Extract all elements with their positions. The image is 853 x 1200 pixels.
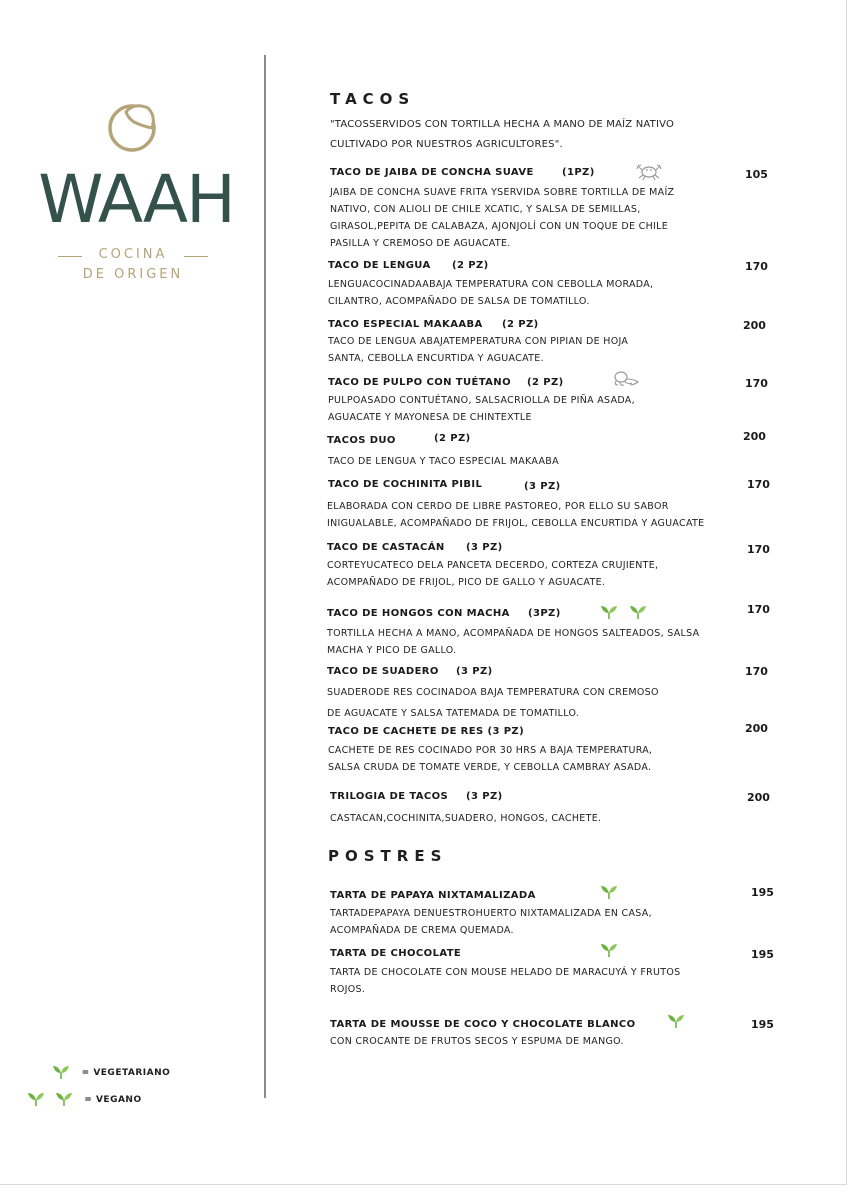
menu-item-name: TACO DE CACHETE DE RES (3 PZ) [328, 726, 525, 737]
desc-line: CILANTRO, ACOMPAÑADO DE SALSA DE TOMATILLO. [328, 296, 590, 307]
menu-item-desc [328, 276, 653, 310]
vegan-leaf-icon [27, 1091, 45, 1107]
menu-item-name: TACO DE HONGOS CON MACHA [327, 608, 510, 619]
menu-item-name: TACO DE JAIBA DE CONCHA SUAVE [330, 167, 534, 178]
menu-item-qty: (3 PZ) [524, 481, 561, 492]
menu-item-name: TACO DE PULPO CON TUÉTANO [328, 377, 511, 388]
menu-item-name: TACO DE CASTACÁN [327, 542, 445, 553]
menu-item-price: 200 [745, 722, 768, 735]
vegetarian-icon [600, 942, 618, 958]
desc-line: TACO DE LENGUA Y TACO ESPECIAL MAKAABA [328, 456, 559, 467]
menu-item-name: TARTA DE PAPAYA NIXTAMALIZADA [330, 890, 536, 901]
logo-subtitle-line1 [58, 247, 208, 267]
menu-item-name: TRILOGIA DE TACOS [330, 791, 449, 802]
tacos-note-line: CULTIVADO POR NUESTROS AGRICULTORES". [330, 139, 563, 150]
menu-item-qty: (2 PZ) [434, 433, 471, 444]
menu-item-desc [330, 810, 601, 827]
menu-item-price: 195 [751, 886, 774, 899]
menu-item-qty: (1PZ) [562, 167, 595, 178]
legend-vegetarian-label: = VEGETARIANO [81, 1067, 171, 1078]
menu-item-desc [328, 453, 559, 470]
legend-vegetarian [52, 1064, 170, 1080]
menu-item-name: TACO ESPECIAL MAKAABA [328, 319, 483, 330]
desc-line: CON CROCANTE DE FRUTOS SECOS Y ESPUMA DE MANGO. [330, 1036, 624, 1047]
desc-line: SALSA CRUDA DE TOMATE VERDE, Y CEBOLLA CAMBRAY ASADA. [328, 762, 652, 773]
menu-item-desc [327, 625, 699, 659]
desc-line: INIGUALABLE, ACOMPAÑADO DE FRIJOL, CEBOLLA ENCURTIDA Y AGUACATE [327, 518, 705, 529]
menu-item-desc [328, 742, 652, 776]
desc-line: TARTADEPAPAYA DENUESTROHUERTO NIXTAMALIZADA EN CASA, [330, 908, 652, 919]
desc-line: TARTA DE CHOCOLATE CON MOUSE HELADO DE MARACUYÁ Y FRUTOS [330, 967, 681, 978]
page-border-bottom [0, 1184, 847, 1185]
menu-item-price: 170 [745, 260, 768, 273]
logo-subtitle-line2: DE ORIGEN [82, 267, 184, 282]
vegan-leaf-icon [55, 1091, 73, 1107]
logo-subtitle-text-1: COCINA [98, 247, 168, 262]
menu-item-price: 200 [743, 319, 766, 332]
menu-item-qty: (3PZ) [528, 608, 561, 619]
menu-item-desc [327, 557, 658, 591]
section-title-postres: POSTRES [328, 847, 448, 865]
desc-line: ROJOS. [330, 984, 366, 995]
menu-item-name: TACO DE SUADERO [327, 666, 439, 677]
vegetarian-icon [52, 1064, 70, 1080]
desc-line: CORTEYUCATECO DELA PANCETA DECERDO, CORTEZA CRUJIENTE, [327, 560, 659, 571]
menu-item-price: 170 [747, 478, 770, 491]
tacos-note [330, 115, 730, 155]
desc-line: PASILLA Y CREMOSO DE AGUACATE. [330, 238, 511, 249]
menu-item-qty: (3 PZ) [466, 542, 503, 553]
menu-item-desc [327, 498, 704, 532]
desc-line: CASTACAN,COCHINITA,SUADERO, HONGOS, CACHETE. [330, 813, 602, 824]
desc-line: DE AGUACATE Y SALSA TATEMADA DE TOMATILLO. [327, 708, 580, 719]
legend-vegan-label: = VEGANO [84, 1094, 142, 1105]
leaf-icon [629, 604, 647, 620]
menu-item-desc [330, 184, 674, 252]
menu-item-desc [328, 333, 628, 367]
desc-line: TORTILLA HECHA A MANO, ACOMPAÑADA DE HONGOS SALTEADOS, SALSA [327, 628, 700, 639]
menu-item-name: TARTA DE MOUSSE DE COCO Y CHOCOLATE BLANCO [330, 1019, 636, 1030]
menu-item-name: TACO DE COCHINITA PIBIL [328, 479, 483, 490]
desc-line: PULPOASADO CONTUÉTANO, SALSACRIOLLA DE PIÑA ASADA, [328, 395, 635, 406]
menu-item-qty: (2 PZ) [452, 260, 489, 271]
menu-item-price: 170 [745, 377, 768, 390]
page-border-right [846, 0, 847, 1185]
legend-vegan [27, 1091, 142, 1107]
menu-item-price: 105 [745, 168, 768, 181]
menu-item-price: 170 [747, 603, 770, 616]
menu-item-qty: (3 PZ) [466, 791, 503, 802]
logo-wordmark: WAAH [38, 161, 234, 238]
logo-moon-icon [104, 96, 164, 156]
menu-item-name: TACO DE LENGUA [328, 260, 431, 271]
desc-line: ACOMPAÑADO DE FRIJOL, PICO DE GALLO Y AGUACATE. [327, 577, 606, 588]
desc-line: AGUACATE Y MAYONESA DE CHINTEXTLE [328, 412, 532, 423]
menu-item-price: 195 [751, 1018, 774, 1031]
menu-item-price: 170 [747, 543, 770, 556]
vegetarian-icon [600, 884, 618, 900]
crab-icon [636, 161, 662, 181]
tacos-note-line: "TACOSSERVIDOS CON TORTILLA HECHA A MANO DE MAÍZ NATIVO [330, 119, 675, 130]
desc-line: JAIBA DE CONCHA SUAVE FRITA YSERVIDA SOBRE TORTILLA DE MAÍZ [330, 187, 675, 198]
menu-item-desc [330, 964, 680, 998]
desc-line: CACHETE DE RES COCINADO POR 30 HRS A BAJA TEMPERATURA, [328, 745, 653, 756]
menu-item-qty: (3 PZ) [456, 666, 493, 677]
desc-line: SANTA, CEBOLLA ENCURTIDA Y AGUACATE. [328, 353, 544, 364]
menu-item-price: 195 [751, 948, 774, 961]
desc-line: LENGUACOCINADAABAJA TEMPERATURA CON CEBOLLA MORADA, [328, 279, 654, 290]
menu-item-name: TARTA DE CHOCOLATE [330, 948, 462, 959]
menu-item-desc [330, 1033, 624, 1050]
vegan-icon [600, 604, 647, 624]
menu-item-desc [330, 905, 652, 939]
section-title-tacos: TACOS [330, 90, 416, 108]
desc-line: NATIVO, CON ALIOLI DE CHILE XCATIC, Y SALSA DE SEMILLAS, [330, 204, 641, 215]
desc-line: GIRASOL,PEPITA DE CALABAZA, AJONJOLÍ CON UN TOQUE DE CHILE [330, 221, 669, 232]
menu-item-price: 170 [745, 665, 768, 678]
desc-line: ELABORADA CON CERDO DE LIBRE PASTOREO, POR ELLO SU SABOR [327, 501, 669, 512]
vegetarian-icon [667, 1013, 685, 1029]
menu-item-price: 200 [747, 791, 770, 804]
desc-line: ACOMPAÑADA DE CREMA QUEMADA. [330, 925, 514, 936]
desc-line: TACO DE LENGUA ABAJATEMPERATURA CON PIPIAN DE HOJA [328, 336, 629, 347]
leaf-icon [600, 604, 618, 620]
column-divider [264, 55, 266, 1098]
menu-item-name: TACOS DUO [327, 435, 396, 446]
menu-item-desc [327, 684, 659, 722]
menu-item-desc [328, 392, 635, 426]
desc-line: SUADERODE RES COCINADOA BAJA TEMPERATURA CON CREMOSO [327, 687, 659, 698]
octopus-icon [610, 370, 640, 388]
desc-line: MACHA Y PICO DE GALLO. [327, 645, 457, 656]
menu-item-qty: (2 PZ) [502, 319, 539, 330]
menu-item-qty: (2 PZ) [527, 377, 564, 388]
menu-item-price: 200 [743, 430, 766, 443]
